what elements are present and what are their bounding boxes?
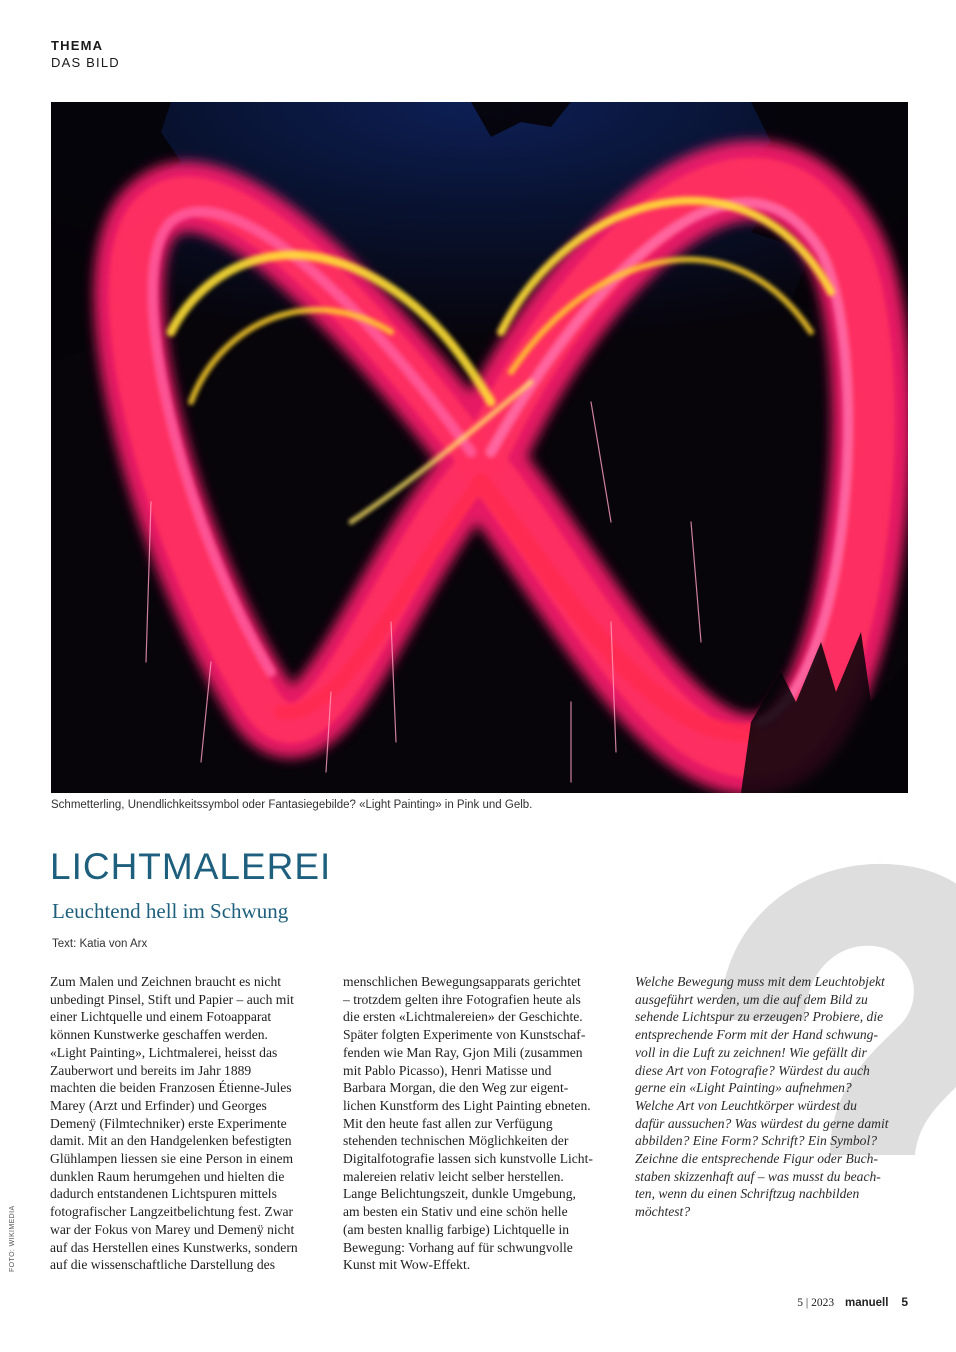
text-line: voll in die Luft zu zeichnen! Wie gefällt dir	[635, 1044, 867, 1060]
text-line: einer Lichtquelle und einem Fotoapparat	[50, 1009, 272, 1025]
text-line: Zeichne die entsprechende Figur oder Buch-	[635, 1151, 878, 1167]
text-line: stehenden technischen Möglichkeiten der	[343, 1133, 569, 1149]
author-line: Text: Katia von Arx	[52, 938, 148, 950]
text-line: staben skizzenhaft auf – was musst du beach-	[635, 1168, 881, 1184]
text-line: Glühlampen liessen sie eine Person in einem	[50, 1151, 294, 1167]
text-line: gerne ein «Light Painting» aufnehmen?	[635, 1080, 852, 1096]
text-line: Später folgten Experimente von Kunstschaf-	[343, 1027, 586, 1043]
issue-label: 5 | 2023	[797, 1297, 835, 1309]
photo-caption: Schmetterling, Unendlichkeitssymbol oder Fantasiegebilde? «Light Painting» in Pink und Gelb.	[51, 799, 533, 811]
text-line: sehende Lichtspur zu erzeugen? Probiere, die	[635, 1009, 884, 1025]
text-line: die ersten «Lichtmalereien» der Geschichte.	[343, 1009, 583, 1025]
text-line: diese Art von Fotografie? Würdest du auch	[635, 1062, 870, 1078]
text-line: lichen Kunstform des Light Painting ebneten.	[343, 1097, 591, 1113]
text-line: Digitalfotografie lassen sich kunstvolle Licht-	[343, 1151, 593, 1167]
article-column-1	[50, 973, 326, 1274]
text-line: Zum Malen und Zeichnen braucht es nicht	[50, 974, 282, 989]
text-line: entsprechende Form mit der Hand schwung-	[635, 1027, 879, 1043]
text-line: (am besten knallig farbige) Lichtquelle in	[343, 1221, 570, 1237]
text-line: Barbara Morgan, die den Weg zur eigent-	[343, 1080, 569, 1096]
text-line: Lange Belichtungszeit, dunkle Umgebung,	[343, 1186, 576, 1202]
question-column	[635, 973, 911, 1221]
page-footer	[797, 1295, 908, 1309]
text-line: dunklen Raum herumgehen und hielten die	[50, 1168, 285, 1184]
section-label: THEMA	[51, 38, 104, 53]
text-line: Demenÿ (Filmtechniker) erste Experimente	[50, 1115, 287, 1131]
article-column-2	[343, 973, 619, 1274]
text-line: auf das Herstellen eines Kunstwerks, sondern	[50, 1239, 298, 1255]
photo-credit: FOTO: WIKIMEDIA	[9, 1205, 16, 1272]
text-line: dadurch entstandenen Lichtspuren mittels	[50, 1186, 277, 1202]
text-line: auf die wissenschaftliche Darstellung des	[50, 1257, 275, 1273]
text-line: Welche Bewegung muss mit dem Leuchtobjekt	[635, 974, 885, 989]
subsection-label: DAS BILD	[51, 55, 120, 70]
text-line: Marey (Arzt und Erfinder) und Georges	[50, 1097, 267, 1113]
text-line: ten, wenn du einen Schriftzug nachbilden	[635, 1186, 860, 1202]
text-line: ausgeführt werden, um die auf dem Bild zu	[635, 991, 868, 1007]
text-line: «Light Painting», Lichtmalerei, heisst das	[50, 1044, 278, 1060]
hero-photo	[51, 102, 908, 793]
text-line: Bewegung: Vorhang auf für schwungvolle	[343, 1239, 573, 1255]
text-line: machten die beiden Franzosen Étienne-Jules	[50, 1080, 292, 1096]
text-line: malereien relativ leicht selber herstellen.	[343, 1168, 564, 1184]
text-line: fotografischer Langzeitbelichtung fest. Zwar	[50, 1204, 294, 1220]
section-kicker	[51, 38, 120, 71]
page-number: 5	[901, 1295, 908, 1309]
text-line: Kunst mit Wow-Effekt.	[343, 1257, 471, 1273]
text-line: dafür aussuchen? Was würdest du gerne damit	[635, 1115, 889, 1131]
text-line: am besten ein Stativ und eine schön helle	[343, 1204, 568, 1220]
text-line: Welche Art von Leuchtkörper würdest du	[635, 1097, 857, 1113]
text-line: fenden wie Man Ray, Gjon Mili (zusammen	[343, 1044, 583, 1060]
text-line: – trotzdem gelten ihre Fotografien heute als	[343, 991, 581, 1007]
text-line: mit Pablo Picasso), Henri Matisse und	[343, 1062, 552, 1078]
text-line: Zauberwort und bereits im Jahr 1889	[50, 1062, 252, 1078]
text-line: menschlichen Bewegungsapparats gerichtet	[343, 974, 581, 989]
text-line: war der Fokus von Marey und Demenÿ nicht	[50, 1221, 295, 1237]
article-title: LICHTMALEREI	[50, 846, 332, 887]
text-line: damit. Mit an den Handgelenken befestigten	[50, 1133, 292, 1149]
text-line: Mit den heute fast allen zur Verfügung	[343, 1115, 553, 1131]
text-line: unbedingt Pinsel, Stift und Papier – auch mit	[50, 991, 294, 1007]
text-line: möchtest?	[635, 1204, 691, 1220]
article-subtitle: Leuchtend hell im Schwung	[52, 899, 289, 923]
text-line: können Kunstwerke geschaffen werden.	[50, 1027, 268, 1043]
text-line: abbilden? Eine Form? Schrift? Ein Symbol?	[635, 1133, 878, 1149]
magazine-brand: manuell	[844, 1297, 889, 1309]
